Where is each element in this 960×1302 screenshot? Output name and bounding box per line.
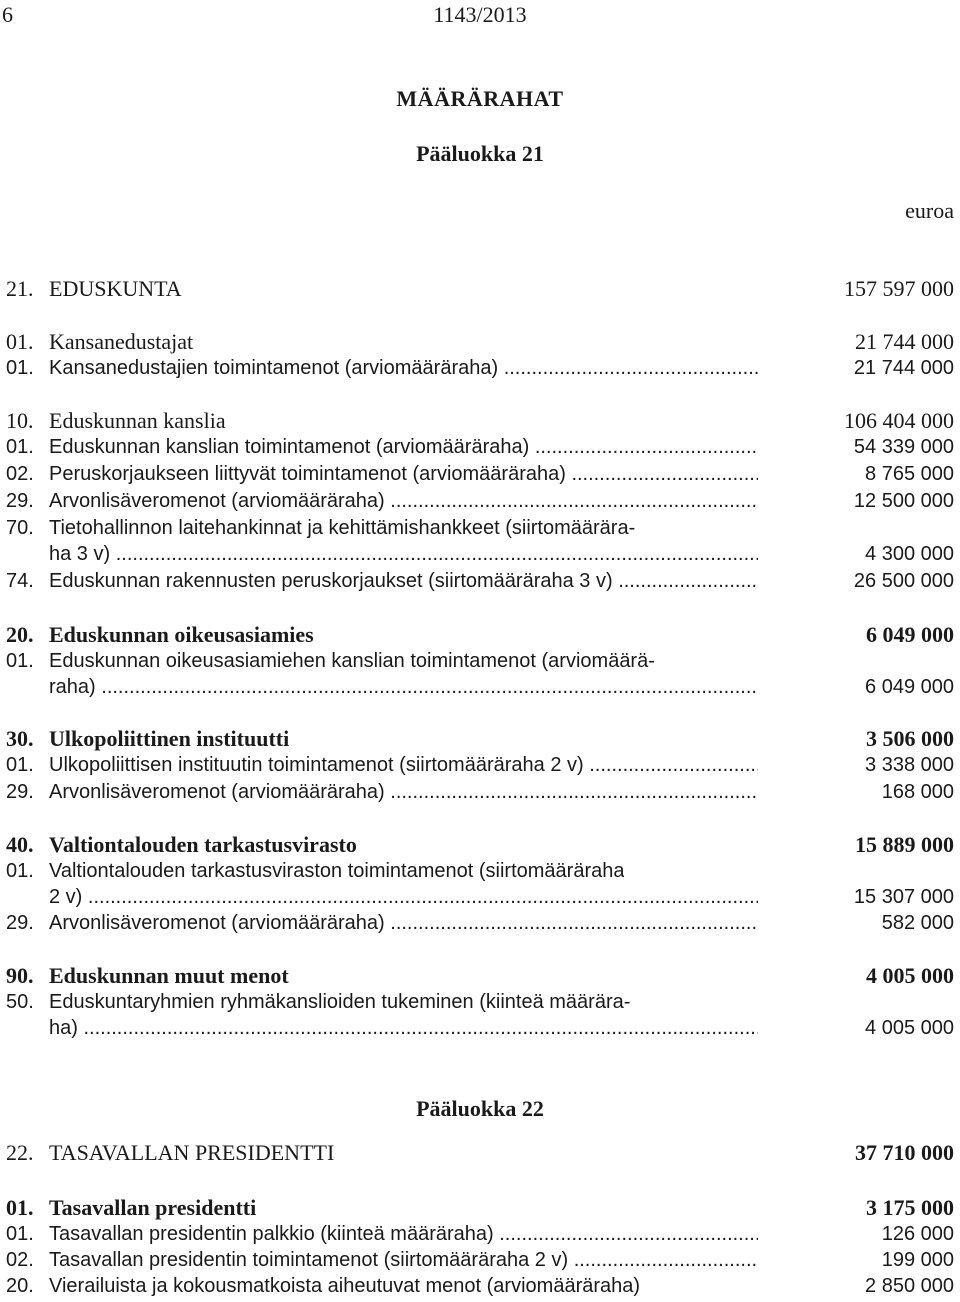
item-number: 01. <box>6 1223 34 1245</box>
line-item <box>0 1273 960 1299</box>
item-number: 22. <box>6 1140 34 1165</box>
item-label: Ulkopoliittinen instituutti <box>49 726 290 751</box>
line-item-continuation <box>0 541 960 567</box>
chapter-heading <box>0 832 960 858</box>
item-label: Ulkopoliittisen instituutin toimintamenot (siirtomääräraha 2 v) ..... <box>49 752 758 778</box>
item-label: TASAVALLAN PRESIDENTTI <box>49 1140 335 1165</box>
item-number: 01. <box>6 436 34 458</box>
chapter-heading <box>0 329 960 355</box>
item-number: 10. <box>6 408 34 433</box>
item-amount: 8 765 000 <box>865 463 954 485</box>
item-label: EDUSKUNTA <box>49 276 182 301</box>
item-number: 21. <box>6 276 34 301</box>
item-number: 02. <box>6 463 34 485</box>
item-amount: 21 744 000 <box>855 329 954 354</box>
line-item <box>0 434 960 460</box>
item-label: ha) ..... <box>49 1015 758 1041</box>
chapter-heading <box>0 408 960 434</box>
item-amount: 54 339 000 <box>853 436 954 458</box>
item-label: Eduskunnan kanslian toimintamenot (arviomääräraha) ..... <box>49 434 758 460</box>
item-amount: 12 500 000 <box>853 490 954 512</box>
line-item <box>0 568 960 594</box>
item-number: 29. <box>6 912 34 934</box>
currency-unit: euroa <box>905 198 954 223</box>
line-item <box>0 752 960 778</box>
item-number: 02. <box>6 1249 34 1271</box>
line-item <box>0 858 960 884</box>
item-number: 50. <box>6 991 34 1013</box>
item-label: Eduskunnan muut menot <box>49 963 289 988</box>
item-number: 40. <box>6 832 34 857</box>
item-number: 01. <box>6 650 34 672</box>
chapter-heading <box>0 622 960 648</box>
item-amount: 21 744 000 <box>853 357 954 379</box>
item-label: 2 v) ..... <box>49 884 758 910</box>
line-item-continuation <box>0 1015 960 1041</box>
chapter-heading <box>0 963 960 989</box>
item-label: Vierailuista ja kokousmatkoista aiheutuvat menot (arviomääräraha) <box>49 1275 641 1297</box>
item-label: Tietohallinnon laitehankinnat ja kehittämishankkeet (siirtomäärära- <box>49 517 636 539</box>
item-label: Valtiontalouden tarkastusviraston toimintamenot (siirtomääräraha <box>49 860 625 882</box>
item-amount: 157 597 000 <box>844 276 954 301</box>
item-label: Valtiontalouden tarkastusvirasto <box>49 832 357 857</box>
item-amount: 37 710 000 <box>855 1140 954 1165</box>
item-amount: 106 404 000 <box>844 408 954 433</box>
chapter-heading <box>0 1195 960 1221</box>
item-label: Eduskunnan rakennusten peruskorjaukset (siirtomääräraha 3 v) ..... <box>49 568 758 594</box>
item-amount: 4 005 000 <box>865 1017 954 1039</box>
item-number: 29. <box>6 781 34 803</box>
line-item <box>0 1221 960 1247</box>
item-amount: 168 000 <box>881 781 954 803</box>
item-label: Tasavallan presidentti <box>49 1195 257 1220</box>
item-amount: 4 300 000 <box>865 543 954 565</box>
item-number: 20. <box>6 1275 34 1297</box>
item-label: Kansanedustajien toimintamenot (arviomääräraha) ..... <box>49 355 758 381</box>
line-item <box>0 355 960 381</box>
item-number: 70. <box>6 517 34 539</box>
main-class-22-title: Pääluokka 22 <box>416 1096 544 1121</box>
item-number: 90. <box>6 963 34 988</box>
item-number: 30. <box>6 726 34 751</box>
item-amount: 15 307 000 <box>853 886 954 908</box>
item-label: Eduskuntaryhmien ryhmäkanslioiden tukeminen (kiinteä määrära- <box>49 991 631 1013</box>
main-class-21-title: Pääluokka 21 <box>416 141 544 166</box>
item-label: Eduskunnan oikeusasiamiehen kanslian toimintamenot (arviomäärä- <box>49 650 655 672</box>
item-number: 01. <box>6 329 34 354</box>
line-item <box>0 989 960 1015</box>
line-item <box>0 461 960 487</box>
item-number: 74. <box>6 570 34 592</box>
item-label: Tasavallan presidentin toimintamenot (siirtomääräraha 2 v) ..... <box>49 1247 758 1273</box>
item-label: Arvonlisäveromenot (arviomääräraha) ..... <box>49 779 758 805</box>
item-number: 20. <box>6 622 34 647</box>
item-label: Eduskunnan oikeusasiamies <box>49 622 314 647</box>
line-item <box>0 1247 960 1273</box>
page-title: MÄÄRÄRAHAT <box>396 86 564 111</box>
item-label: Kansanedustajat <box>49 329 194 354</box>
item-amount: 3 506 000 <box>866 726 954 751</box>
document-number: 1143/2013 <box>433 2 527 27</box>
item-amount: 26 500 000 <box>853 570 954 592</box>
item-amount: 6 049 000 <box>865 676 954 698</box>
item-number: 01. <box>6 357 34 379</box>
line-item <box>0 488 960 514</box>
line-item <box>0 779 960 805</box>
item-amount: 6 049 000 <box>866 622 954 647</box>
item-label: ha 3 v) ..... <box>49 541 758 567</box>
item-number: 01. <box>6 754 34 776</box>
line-item <box>0 910 960 936</box>
item-label: Peruskorjaukseen liittyvät toimintamenot (arviomääräraha) ..... <box>49 461 758 487</box>
item-amount: 3 175 000 <box>866 1195 954 1220</box>
line-item <box>0 648 960 674</box>
item-number: 01. <box>6 1195 34 1220</box>
chapter-heading <box>0 726 960 752</box>
section-22-heading <box>0 1140 960 1166</box>
item-amount: 582 000 <box>881 912 954 934</box>
item-amount: 15 889 000 <box>855 832 954 857</box>
item-label: Eduskunnan kanslia <box>49 408 226 433</box>
line-item-continuation <box>0 884 960 910</box>
item-label: Arvonlisäveromenot (arviomääräraha) ..... <box>49 910 758 936</box>
item-number: 01. <box>6 860 34 882</box>
item-label: Tasavallan presidentin palkkio (kiinteä määräraha) ..... <box>49 1221 758 1247</box>
item-amount: 126 000 <box>881 1223 954 1245</box>
item-label: Arvonlisäveromenot (arviomääräraha) ..... <box>49 488 758 514</box>
item-number: 29. <box>6 490 34 512</box>
line-item <box>0 515 960 541</box>
item-amount: 4 005 000 <box>866 963 954 988</box>
page-number: 6 <box>2 2 13 27</box>
item-amount: 199 000 <box>881 1249 954 1271</box>
item-amount: 2 850 000 <box>865 1275 954 1297</box>
item-label: raha) ..... <box>49 674 758 700</box>
item-amount: 3 338 000 <box>865 754 954 776</box>
line-item-continuation <box>0 674 960 700</box>
section-21-heading <box>0 276 960 302</box>
